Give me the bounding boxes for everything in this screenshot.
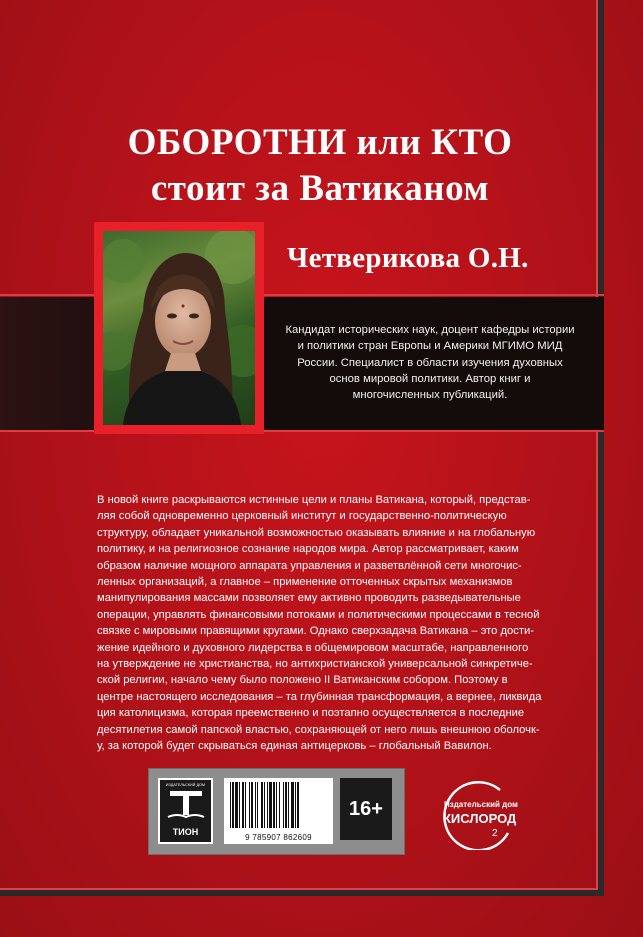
age-rating-badge: 16+ — [340, 778, 392, 840]
description-line: В новой книге раскрываются истинные цели и планы Ватикана, который, представ- — [97, 494, 531, 506]
barcode-bar — [283, 782, 284, 828]
band-bottom-line — [0, 430, 604, 432]
band-top-line — [0, 294, 604, 296]
publisher-logo — [158, 778, 213, 844]
author-portrait-image — [103, 231, 255, 425]
barcode-bar — [288, 782, 289, 828]
barcode-bar — [285, 782, 287, 828]
barcode-bar — [249, 782, 250, 828]
isbn-barcode — [224, 778, 333, 844]
barcode-bar — [230, 782, 231, 828]
description-line: десятилетия самой папской властью, сохраняющей от него лишь внешнюю оболочк- — [97, 723, 540, 736]
barcode-number: 9 785907 862609 — [245, 833, 312, 842]
barcode-bar — [279, 782, 280, 828]
description-line: структуру, обладает уникальной возможностью оказывать влияние и на глобальную — [97, 526, 536, 539]
author-photo — [103, 231, 255, 425]
barcode-bar — [273, 782, 275, 828]
barcode-bar — [239, 782, 240, 828]
author-photo-frame — [94, 222, 264, 434]
description-line: у, за которой будет скрываться единая антицерковь – глобальный Вавилон. — [97, 740, 492, 753]
description-line: операции, управлять финансовыми потоками и политическими процессами в тесной — [97, 608, 540, 621]
imprint-superscript: 2 — [492, 828, 498, 839]
barcode-bar — [232, 782, 234, 828]
description-line: ской религии, начало чему было положено II Ватиканским собором. Поэтому в — [97, 674, 508, 687]
description-line: жение идейного и духовного лидерства в общемировом масштабе, направленного — [97, 641, 529, 654]
barcode-bar — [295, 782, 296, 828]
description-line: ленных организаций, а главное – применение отточенных скрытых механизмов — [97, 576, 513, 589]
description-line: ляя собой одновременно церковный институт и государственно-политическую — [97, 510, 507, 523]
imprint-label: Издательский дом — [444, 800, 518, 809]
barcode-bar — [245, 782, 246, 828]
barcode-bar — [235, 782, 238, 828]
barcode-bar — [264, 782, 265, 828]
description-line: на утверждение не христианства, но антихристианской универсальной синкретиче- — [97, 658, 533, 671]
barcode-bar — [257, 782, 258, 828]
book-title — [80, 120, 560, 212]
description-line: политику, и на религиозное сознание народов мира. Автор рассматривает, каким — [97, 543, 519, 556]
description-line: связке с мировыми правящими кругами. Однако сверхзадача Ватикана – это дости- — [97, 625, 534, 638]
publisher-name: ТИОН — [172, 827, 199, 837]
barcode-bar — [261, 782, 263, 828]
barcode-bar — [276, 782, 277, 828]
imprint-name: КИСЛОРОД — [443, 811, 517, 826]
imprint-logo — [430, 778, 535, 850]
description-line: ция католицизма, которая преемственно и поэтапно осуществляется в последние — [97, 707, 525, 720]
barcode-bar — [269, 782, 272, 828]
publisher-small-text: ИЗДАТЕЛЬСКИЙ ДОМ — [165, 783, 206, 787]
description-line: образом наличие мощного аппарата управления и разветвлённой сети многочис- — [97, 559, 522, 572]
author-bio: Кандидат исторических наук, доцент кафедры истории и политики стран Европы и Америки МГИМО МИД России. Специалист в области изучения духовных основ мировой политики. Автор книг и многочисленных публикаций. — [285, 324, 575, 402]
author-name: Четверикова О.Н. — [287, 242, 529, 274]
barcode-bar — [255, 782, 256, 828]
book-t-icon — [166, 787, 206, 821]
barcode-bar — [242, 782, 244, 828]
title-line-2: стоит за Ватиканом — [150, 168, 490, 209]
title-line-1: ОБОРОТНИ или КТО — [127, 122, 513, 163]
description-line: центре настоящего исследования – та глубинная трансформация, а вернее, ликвида — [97, 690, 542, 703]
barcode-bar — [267, 782, 268, 828]
book-description — [97, 492, 563, 755]
description-line: манипулирования массами позволяет ему активно проводить разведывательные — [97, 592, 521, 605]
barcode-bar — [291, 782, 294, 828]
barcode-bars — [224, 778, 333, 834]
barcode-bar — [251, 782, 253, 828]
barcode-bar — [297, 782, 299, 828]
